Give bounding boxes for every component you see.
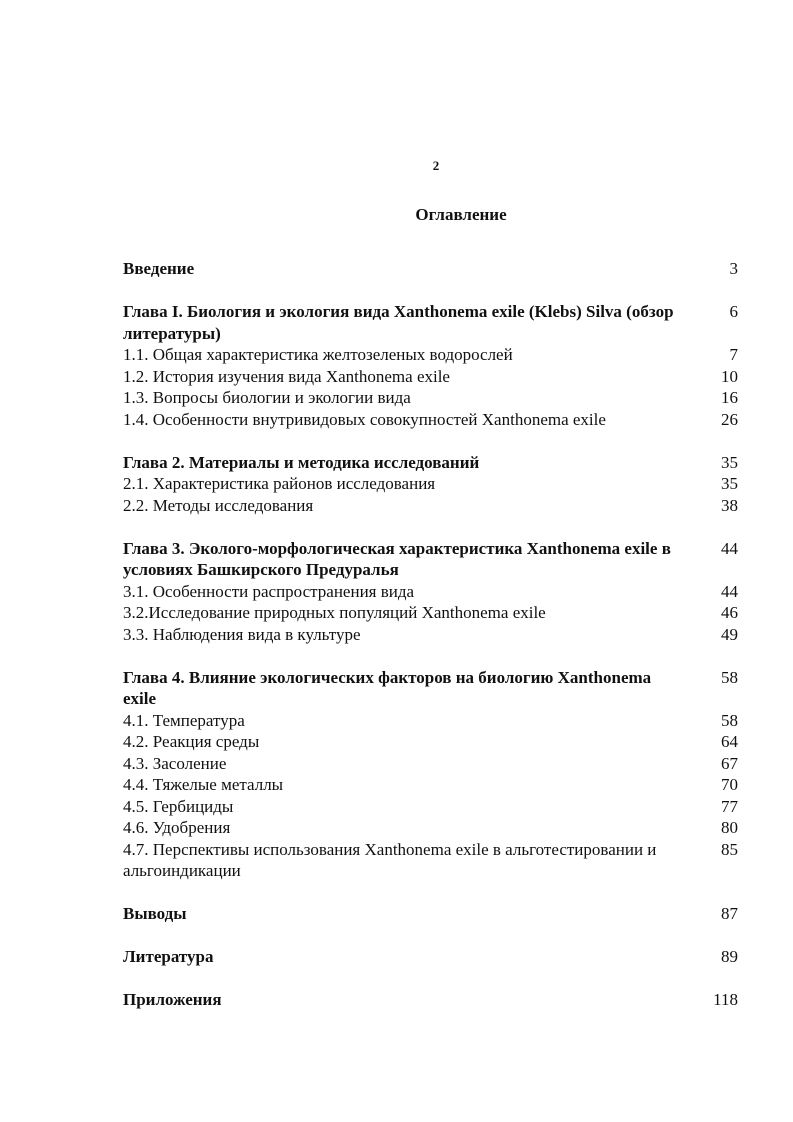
toc-entry-page: 35 <box>721 452 738 472</box>
toc-title: Оглавление <box>415 205 507 224</box>
toc-entry-title: 1.2. История изучения вида Xanthonema exile <box>123 366 450 386</box>
toc-chapter-row <box>123 538 738 581</box>
toc-section-row <box>123 495 738 517</box>
toc-chapter-row <box>123 989 738 1011</box>
toc-entry-page: 85 <box>721 839 738 859</box>
toc-entry-page: 16 <box>721 388 738 407</box>
toc-entry-title: 1.1. Общая характеристика желтозеленых водорослей <box>123 345 513 364</box>
toc-entry-page: 87 <box>721 904 738 923</box>
toc-entry-title: 1.4. Особенности внутривидовых совокупностей Xanthonema exile <box>123 409 606 429</box>
toc-entry-page: 38 <box>721 495 738 515</box>
toc-entry-page: 10 <box>721 366 738 386</box>
toc-entry-page: 67 <box>721 753 738 773</box>
toc-entry-title: Введение <box>123 259 195 278</box>
toc-chapter-row <box>123 903 738 925</box>
toc-entry-title: 3.2.Исследование природных популяций Xanthonema exile <box>123 603 546 622</box>
toc-entry-title: 4.1. Температура <box>123 710 245 730</box>
toc-section-row <box>123 710 738 732</box>
toc-entry-page: 6 <box>729 302 738 321</box>
toc-entry-page: 77 <box>721 796 738 816</box>
toc-entry-page: 7 <box>729 345 738 364</box>
toc-entry-title: 4.5. Гербициды <box>123 796 234 816</box>
toc-entry-page: 118 <box>713 990 738 1009</box>
toc-entry-page: 49 <box>721 624 738 644</box>
toc-entry-title: 4.7. Перспективы использования Xanthonema exile в альготестировании и альгоиндикации <box>123 839 657 880</box>
toc-spacer <box>123 516 738 538</box>
toc-entry-title: Выводы <box>123 904 187 923</box>
toc-entry-title: 4.4. Тяжелые металлы <box>123 775 284 794</box>
toc-spacer <box>123 430 738 452</box>
toc-entry-title: Глава I. Биология и экология вида Xanthonema exile (Klebs) Silva (обзор литературы) <box>123 302 674 343</box>
toc-section-row <box>123 839 738 882</box>
toc-entry-page: 26 <box>721 409 738 429</box>
toc-spacer <box>123 280 738 302</box>
toc-entry-title: Глава 4. Влияние экологических факторов на биологию Xanthonema exile <box>123 667 652 708</box>
toc-section-row <box>123 366 738 388</box>
toc-spacer <box>123 925 738 947</box>
toc-entry-title: Приложения <box>123 990 222 1009</box>
toc-entry-title: 2.1. Характеристика районов исследования <box>123 474 436 493</box>
toc-entry-title: Литература <box>123 947 214 966</box>
toc-section-row <box>123 344 738 366</box>
toc-spacer <box>123 882 738 904</box>
toc-section-row <box>123 796 738 818</box>
toc-chapter-row <box>123 667 738 710</box>
toc-section-row <box>123 602 738 624</box>
toc-entry-page: 89 <box>721 947 738 966</box>
toc-entry-title: 4.3. Засоление <box>123 753 227 773</box>
toc-entry-title: Глава 3. Эколого-морфологическая характеристика Xanthonema exile в условиях Башкирского Предуралья <box>123 538 671 579</box>
toc-entry-page: 70 <box>721 775 738 794</box>
toc-entry-page: 80 <box>721 818 738 837</box>
toc-entry-page: 3 <box>729 259 738 278</box>
toc-section-row <box>123 581 738 603</box>
toc-entry-page: 35 <box>721 474 738 493</box>
toc-entry-title: 3.1. Особенности распространения вида <box>123 581 415 601</box>
table-of-contents <box>123 258 738 1011</box>
toc-section-row <box>123 753 738 775</box>
toc-chapter-row <box>123 946 738 968</box>
toc-section-row <box>123 624 738 646</box>
toc-entry-title: Глава 2. Материалы и методика исследований <box>123 452 480 472</box>
toc-entry-title: 3.3. Наблюдения вида в культуре <box>123 624 361 644</box>
toc-spacer <box>123 968 738 990</box>
toc-section-row <box>123 774 738 796</box>
toc-entry-page: 64 <box>721 732 738 751</box>
toc-entry-title: 2.2. Методы исследования <box>123 495 314 515</box>
toc-section-row <box>123 817 738 839</box>
toc-entry-page: 58 <box>721 710 738 730</box>
toc-chapter-row <box>123 258 738 280</box>
toc-entry-title: 4.6. Удобрения <box>123 818 231 837</box>
toc-entry-title: 4.2. Реакция среды <box>123 732 260 751</box>
toc-section-row <box>123 473 738 495</box>
toc-chapter-row <box>123 301 738 344</box>
toc-section-row <box>123 731 738 753</box>
toc-entry-page: 44 <box>721 538 738 558</box>
toc-section-row <box>123 409 738 431</box>
toc-spacer <box>123 645 738 667</box>
toc-entry-page: 58 <box>721 667 738 687</box>
page-number: 2 <box>432 158 440 173</box>
toc-section-row <box>123 387 738 409</box>
toc-entry-title: 1.3. Вопросы биологии и экологии вида <box>123 388 411 407</box>
toc-chapter-row <box>123 452 738 474</box>
toc-entry-page: 46 <box>721 603 738 622</box>
toc-entry-page: 44 <box>721 581 738 601</box>
